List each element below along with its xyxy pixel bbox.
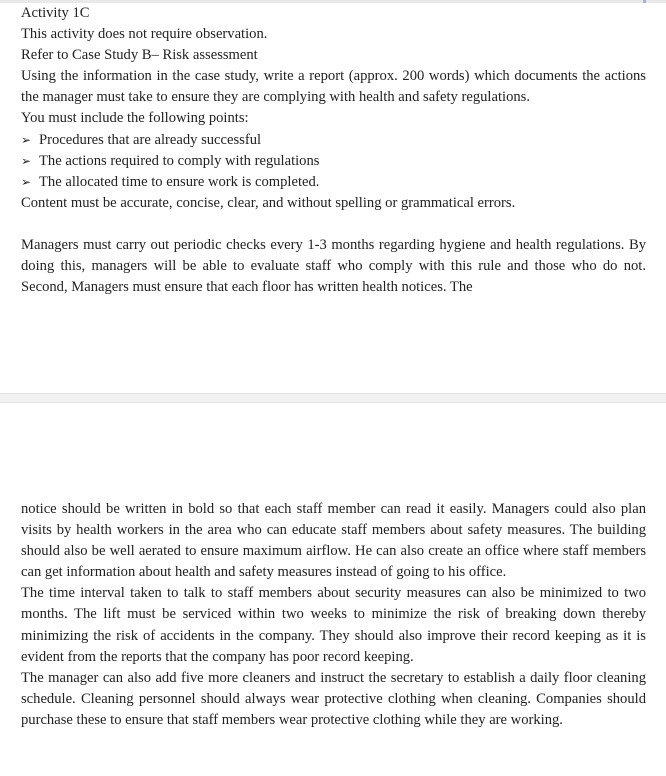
document-page-1 xyxy=(21,3,646,298)
observation-note: This activity does not require observation. xyxy=(21,26,268,43)
blank-line xyxy=(21,214,646,235)
case-study-reference: Refer to Case Study B– Risk assessment xyxy=(21,47,258,64)
bullet-text: The actions required to comply with regulations xyxy=(39,152,320,169)
arrow-bullet-icon: ➢ xyxy=(21,132,32,147)
bullet-item xyxy=(21,151,646,172)
answer-paragraph-3: The manager can also add five more cleaners and instruct the secretary to establish a daily floor cleaning schedule. Cleaning personnel should always wear protective clothing when cleaning. Companies should purchase these to ensure that staff members wear protective clothing while they are working. xyxy=(21,669,646,728)
task-instructions: Using the information in the case study, write a report (approx. 200 words) which documents the actions the manager must take to ensure they are complying with health and safety regulations. xyxy=(21,68,646,106)
bullet-item xyxy=(21,172,646,193)
answer-paragraph-continued: notice should be written in bold so that each staff member can read it easily. Managers could also plan visits by health workers in the area who can educate staff members about safety measures. The building should also be well aerated to ensure maximum airflow. He can also create an office where staff members can get information about health and safety measures instead of going to his office. xyxy=(21,501,646,581)
activity-title: Activity 1C xyxy=(21,5,90,21)
bullet-item xyxy=(21,130,646,151)
must-include-heading: You must include the following points: xyxy=(21,110,249,127)
answer-paragraph-start: Managers must carry out periodic checks every 1-3 months regarding hygiene and health regulations. By doing this, managers will be able to evaluate staff who comply with this rule and those who do not. Second, Managers must ensure that each floor has written health notices. The xyxy=(21,236,646,296)
content-requirements-note: Content must be accurate, concise, clear, and without spelling or grammatical errors. xyxy=(21,194,516,211)
arrow-bullet-icon: ➢ xyxy=(21,153,32,168)
page-break xyxy=(0,393,666,403)
arrow-bullet-icon: ➢ xyxy=(21,174,32,189)
answer-paragraph-2: The time interval taken to talk to staff members about security measures can also be minimized to two months. The lift must be serviced within two weeks to minimize the risk of breaking down thereby minimizing the risk of accidents in the company. They should also improve their record keeping as it is evident from the reports that the company has poor record keeping. xyxy=(21,585,646,665)
bullet-text: The allocated time to ensure work is completed. xyxy=(39,173,320,190)
bullet-text: Procedures that are already successful xyxy=(39,131,262,148)
document-page-2 xyxy=(21,499,646,731)
